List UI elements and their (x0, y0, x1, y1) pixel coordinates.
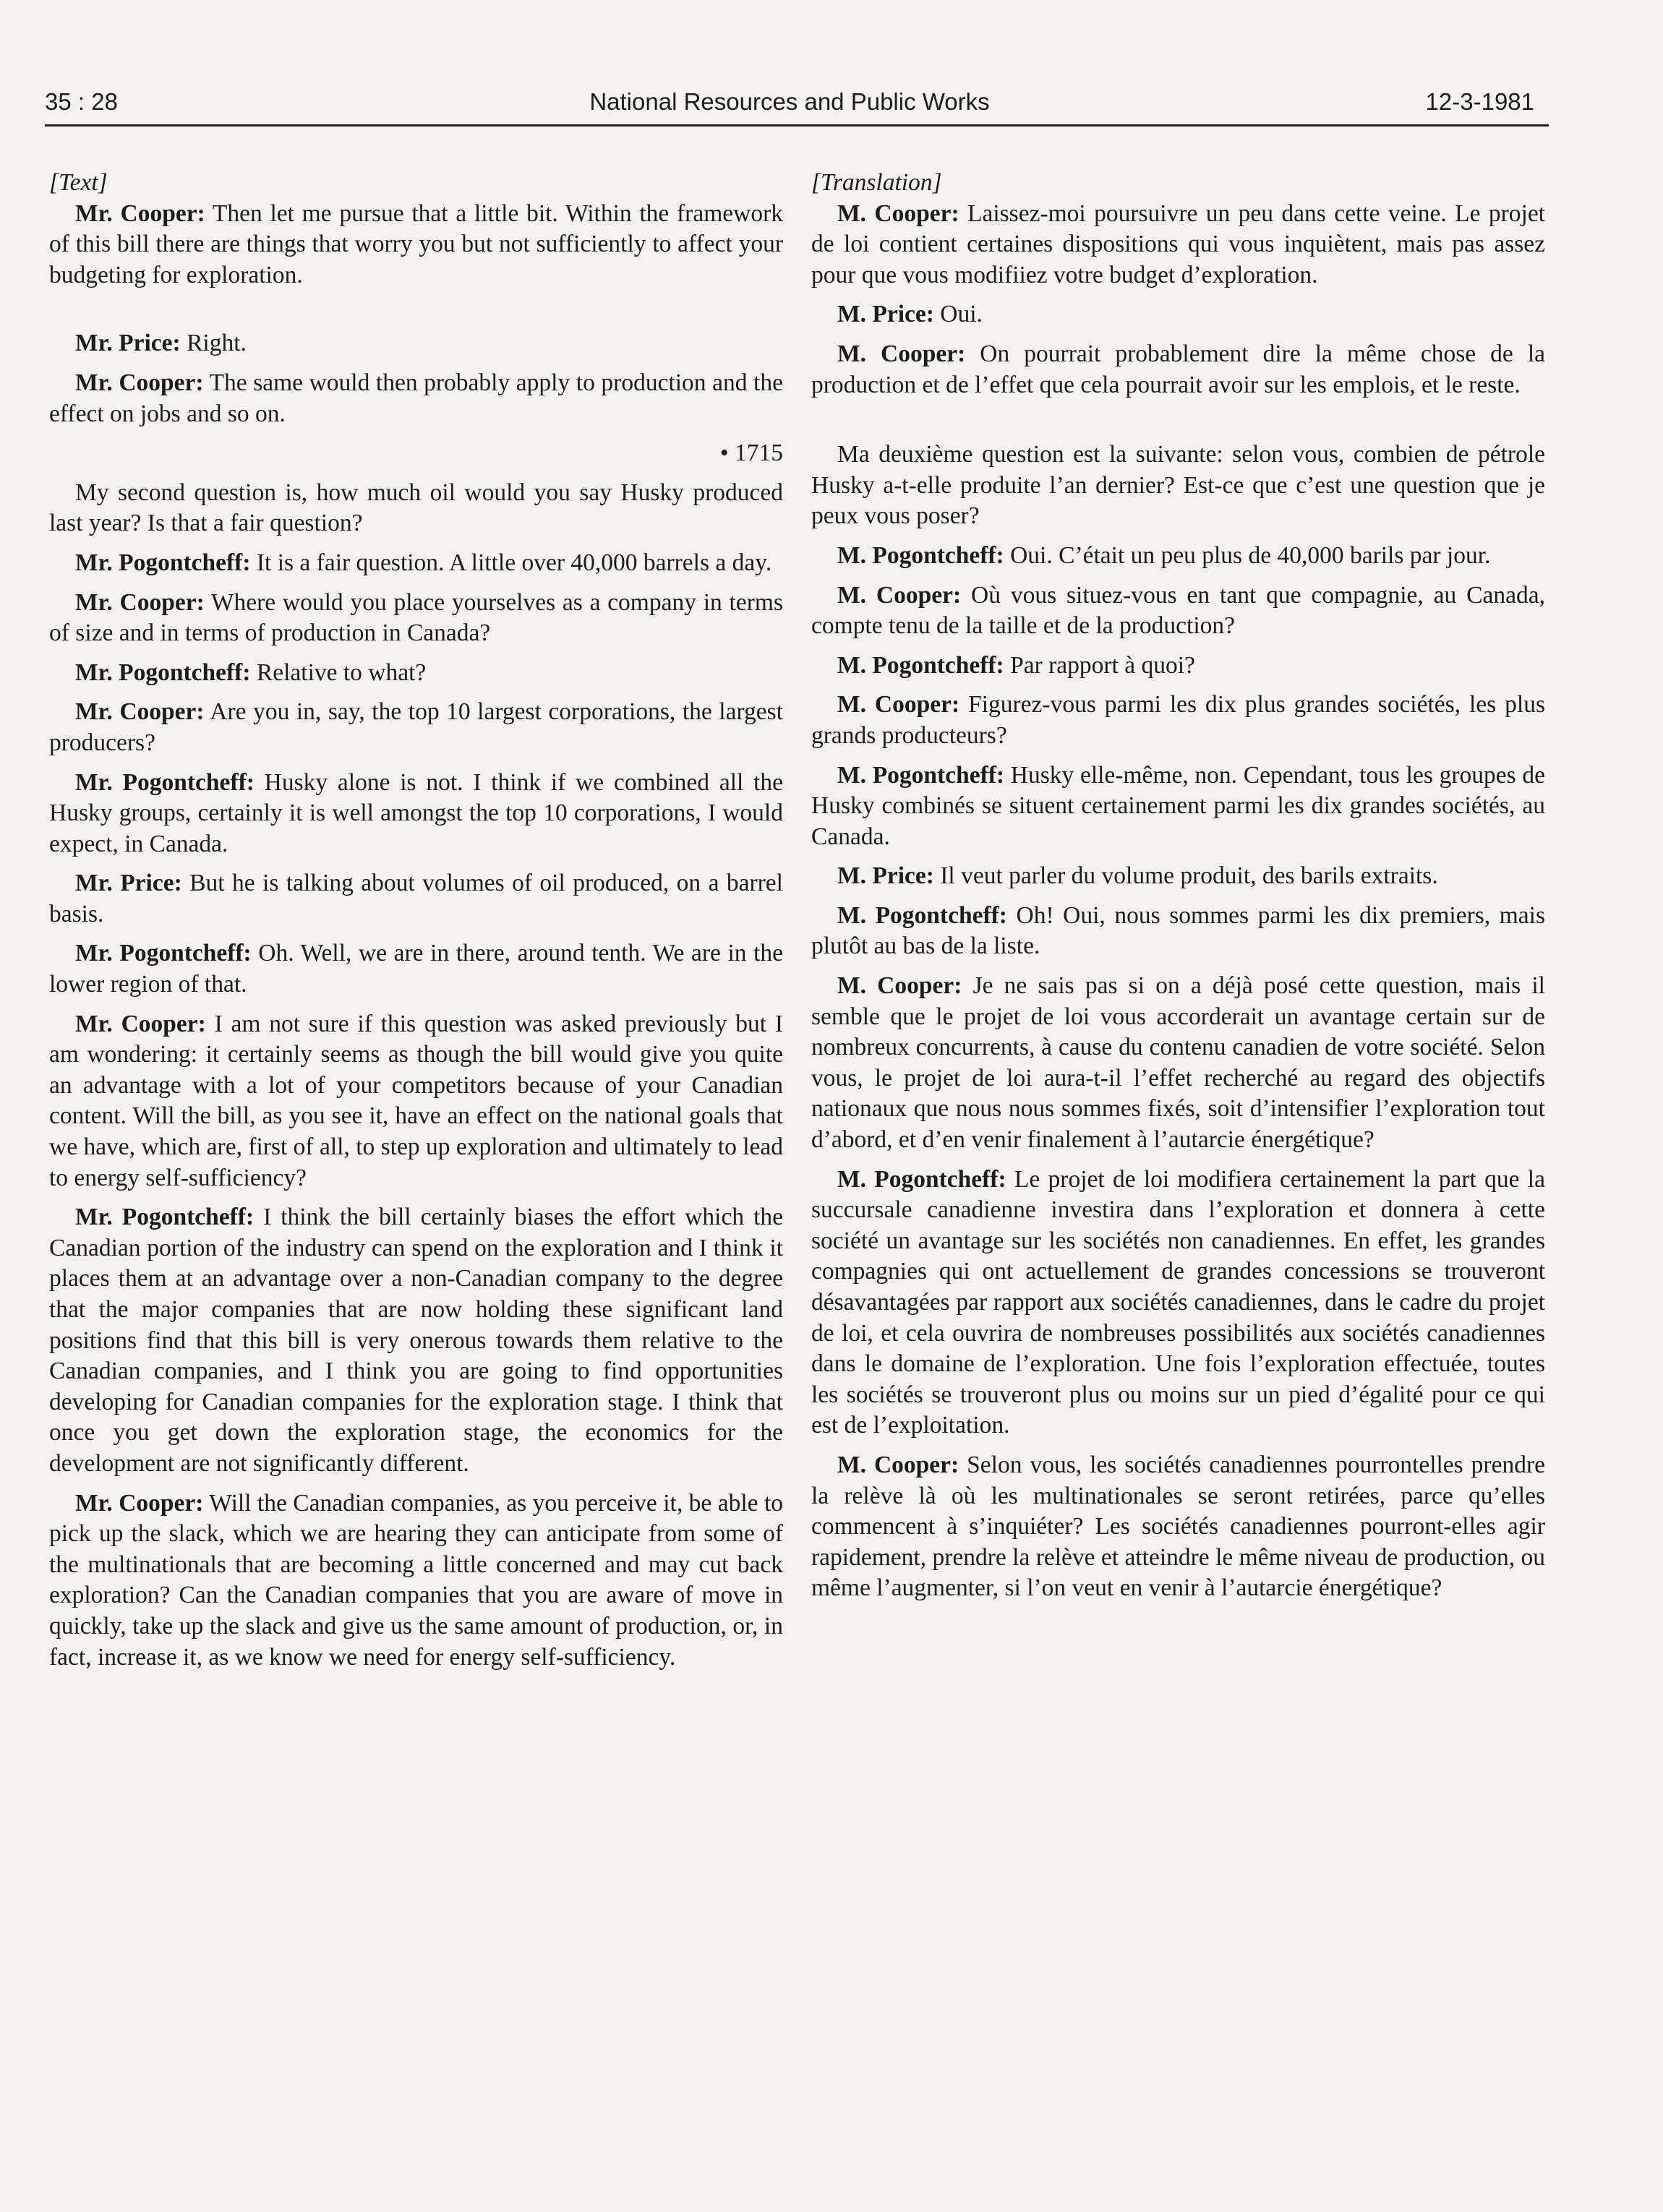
transcript-paragraph (49, 658, 783, 689)
speech-text: Il veut parler du volume produit, des barils extraits. (933, 862, 1438, 890)
speaker-name: Mr. Cooper: (75, 200, 205, 227)
transcript-paragraph (811, 440, 1545, 532)
speech-text: Where would you place yourselves as a company in terms of size and in terms of production in Canada? (49, 588, 783, 647)
speaker-name: Mr. Cooper: (75, 1010, 206, 1037)
speaker-name: M. Cooper: (837, 340, 966, 367)
speech-text: Je ne sais pas si on a déjà posé cette question, mais il semble que le projet de loi vous accorderait un avantage certain sur de nombreux concurrents, à cause du contenu canadien de votre société. Selon vous, le projet de loi aura-t-il l’effet recherché au regard des objectifs nationaux que nous nous sommes fixés, soit d’intensifier l’exploration tout d’abord, et d’en venir finalement à l’autarcie énergétique? (811, 972, 1545, 1154)
speech-text: I am not sure if this question was asked previously but I am wondering: it certainly seems as though the bill would give you quite an advantage with a lot of your competitors because of your Canadian content. Will the bill, as you see it, have an effect on the national goals that we have, which are, first of all, to step up exploration and ultimately to lead to energy self-sufficiency? (49, 1010, 783, 1191)
speaker-name: Mr. Cooper: (75, 369, 204, 396)
speech-text: It is a fair question. A little over 40,000 barrels a day. (250, 549, 772, 576)
speech-text: Then let me pursue that a little bit. Within the framework of this bill there are things that worry you but not sufficiently to affect your budgeting for exploration. (49, 200, 783, 288)
transcript-paragraph (49, 1488, 783, 1673)
speaker-name: Mr. Pogontcheff: (75, 549, 251, 576)
transcript-paragraph (811, 541, 1545, 572)
transcript-paragraph (49, 1202, 783, 1479)
transcript-paragraph (49, 328, 783, 359)
transcript-paragraph (49, 368, 783, 429)
speech-text: Are you in, say, the top 10 largest corporations, the largest producers? (49, 698, 783, 756)
speaker-name: M. Pogontcheff: (837, 541, 1004, 569)
speech-text: On pourrait probablement dire la même chose de la production et de l’effet que cela pourrait avoir sur les emplois, et le reste. (811, 340, 1545, 398)
speaker-name: M. Cooper: (837, 200, 959, 227)
speaker-name: M. Pogontcheff: (837, 901, 1007, 929)
transcript-paragraph (49, 548, 783, 579)
french-column (811, 168, 1545, 1613)
speech-text: Oh. Well, we are in there, around tenth. We are in the lower region of that. (49, 940, 784, 998)
speaker-name: Mr. Pogontcheff: (75, 940, 252, 967)
transcript-paragraph (811, 580, 1545, 642)
speaker-name: Mr. Cooper: (75, 588, 205, 616)
header-rule (45, 124, 1549, 127)
speaker-name: Mr. Pogontcheff: (75, 659, 251, 686)
speaker-name: M. Price: (837, 301, 934, 328)
speech-text: Husky elle-même, non. Cependant, tous les groupes de Husky combinés se situent certainement parmi les dix grandes sociétés, au Canada. (811, 761, 1545, 850)
speech-text: Right. (180, 330, 247, 357)
header-date: 12-3-1981 (1425, 88, 1534, 115)
speech-text: Selon vous, les sociétés canadiennes pourrontelles prendre la relève là où les multinationales se seront retirées, parce qu’elles commencent à s’inquiéter? Les sociétés canadiennes pourront-elles agir rapidement, prendre la relève et atteindre le même niveau de production, ou même l’augmenter, si l’on veut en venir à l’autarcie énergétique? (811, 1451, 1545, 1602)
speech-text: Figurez-vous parmi les dix plus grandes sociétés, les plus grands producteurs? (811, 691, 1546, 749)
page-reference: 35 : 28 (45, 88, 118, 115)
time-marker: • 1715 (719, 440, 783, 467)
speech-text: Oui. (933, 301, 983, 328)
transcript-paragraph (49, 697, 783, 758)
speaker-name: Mr. Cooper: (75, 1489, 204, 1517)
speech-text: Oui. C’était un peu plus de 40,000 barils par jour. (1004, 541, 1491, 569)
speech-text: Will the Canadian companies, as you perceive it, be able to pick up the slack, which we are hearing they can anticipate from some of the multinationals that are becoming a little concerned and may cut back exploration? Can the Canadian companies that you are aware of move in quickly, take up the slack and give us the same amount of production, or, in fact, increase it, as we know we need for energy self-sufficiency. (49, 1489, 783, 1671)
speech-text: I think the bill certainly biases the effort which the Canadian portion of the industry can spend on the exploration and I think it places them at an advantage over a non-Canadian company to the degree that the major companies that are now holding these significant land positions find that this bill is very onerous towards them relative to the Canadian companies, and I think you are going to find opportunities developing for Canadian companies for the exploration stage. I think that once you get down the exploration stage, the economics for the development are not significantly different. (49, 1204, 784, 1477)
speaker-name: Mr. Pogontcheff: (75, 768, 255, 796)
transcript-paragraph (811, 971, 1545, 1156)
speaker-name: M. Pogontcheff: (837, 1165, 1006, 1193)
speaker-name: Mr. Cooper: (75, 698, 205, 726)
speech-text: But he is talking about volumes of oil produced, on a barrel basis. (49, 870, 783, 927)
speech-text: Oh! Oui, nous sommes parmi les dix premiers, mais plutôt au bas de la liste. (811, 901, 1545, 960)
transcript-paragraph (811, 1165, 1545, 1441)
transcript-paragraph (49, 588, 783, 649)
speech-text: Laissez-moi poursuivre un peu dans cette veine. Le projet de loi contient certaines dispositions qui vous inquiètent, mais pas assez pour que vous modifiiez votre budget d’exploration. (811, 200, 1545, 288)
english-column (49, 168, 783, 1681)
speaker-name: M. Cooper: (837, 691, 960, 719)
transcript-paragraph (49, 868, 783, 930)
speaker-name: M. Pogontcheff: (837, 651, 1004, 679)
speaker-name: Mr. Price: (75, 330, 181, 357)
language-label: [Text] (49, 169, 108, 196)
speaker-name: M. Pogontcheff: (837, 761, 1005, 789)
speech-text: My second question is, how much oil would you say Husky produced last year? Is that a fair question? (49, 479, 783, 537)
page-header (45, 88, 1534, 123)
speech-text: Par rapport à quoi? (1004, 651, 1195, 679)
transcript-paragraph (811, 901, 1545, 962)
transcript-paragraph (811, 199, 1545, 291)
speaker-name: M. Price: (837, 862, 934, 890)
running-title: National Resources and Public Works (589, 88, 990, 115)
transcript-paragraph (49, 768, 783, 860)
speaker-name: Mr. Price: (75, 870, 182, 897)
speech-text: Le projet de loi modifiera certainement la part que la succursale canadienne investira dans l’exploration et donnera à cette société un avantage sur les sociétés non canadiennes. En effet, les grandes compagnies qui ont actuellement de grandes concessions se trouveront désavantagées par rapport aux sociétés canadiennes, dans le cadre du projet de loi, et cela ouvrira de nombreuses possibilités aux sociétés canadiennes dans le domaine de l’exploration. Une fois l’exploration effectuée, toutes les sociétés se trouveront plus ou moins sur un pied d’égalité pour ce qui est de l’exploitation. (811, 1165, 1545, 1439)
speaker-name: M. Cooper: (837, 1451, 959, 1478)
transcript-paragraph (49, 938, 783, 1000)
transcript-paragraph (49, 199, 783, 291)
language-label: [Translation] (811, 169, 942, 196)
transcript-paragraph (811, 651, 1545, 682)
transcript-paragraph (811, 1450, 1545, 1604)
speaker-name: M. Cooper: (837, 972, 962, 1000)
transcript-paragraph (49, 1009, 783, 1194)
speech-text: Relative to what? (250, 659, 427, 686)
transcript-paragraph (49, 478, 783, 539)
speech-text: Où vous situez-vous en tant que compagnie, au Canada, compte tenu de la taille et de la production? (811, 581, 1545, 640)
transcript-paragraph (811, 760, 1545, 853)
speech-text: Ma deuxième question est la suivante: selon vous, combien de pétrole Husky a-t-elle produite l’an dernier? Est-ce que c’est une question que je peux vous poser? (811, 441, 1545, 530)
speech-text: Husky alone is not. I think if we combined all the Husky groups, certainly it is well amongst the top 10 corporations, I would expect, in Canada. (49, 768, 784, 857)
speaker-name: M. Cooper: (837, 581, 962, 609)
speech-text: The same would then probably apply to production and the effect on jobs and so on. (49, 369, 783, 427)
transcript-paragraph (811, 339, 1545, 400)
transcript-paragraph (811, 861, 1545, 892)
speaker-name: Mr. Pogontcheff: (75, 1204, 255, 1231)
transcript-paragraph (811, 299, 1545, 330)
transcript-paragraph (811, 690, 1545, 751)
